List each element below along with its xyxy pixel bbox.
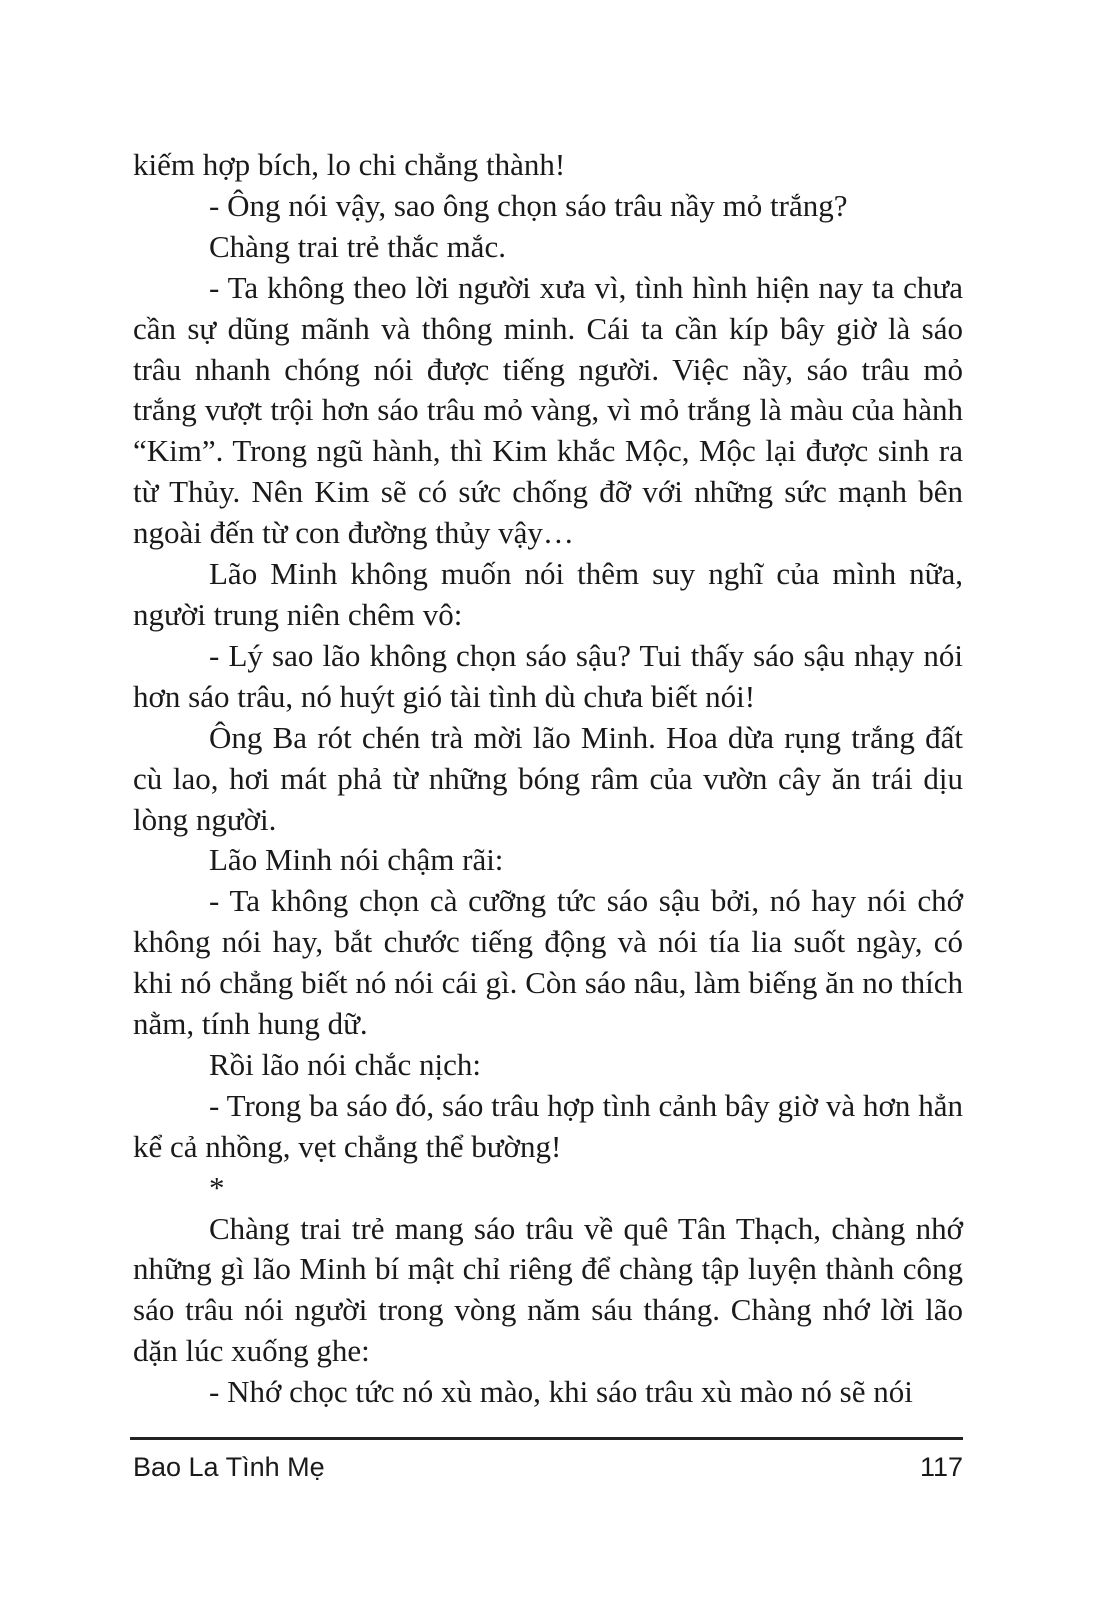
footer-rule xyxy=(130,1437,963,1440)
paragraph: kiếm hợp bích, lo chi chẳng thành! xyxy=(133,147,566,182)
page-footer xyxy=(133,1447,963,1487)
paragraph: Rồi lão nói chắc nịch: xyxy=(209,1046,482,1082)
paragraph: Chàng trai trẻ thắc mắc. xyxy=(209,228,506,264)
paragraph: - Ta không theo lời người xưa vì, tình hình hiện nay ta chưa cần sự dũng mãnh và thông minh. Cái ta cần kíp bây giờ là sáo trâu nhanh chóng nói được tiếng người. Việc nầy, sáo trâu mỏ trắng vượt trội hơn sáo trâu mỏ vàng, vì mỏ trắng là màu của hành “Kim”. Trong ngũ hành, thì Kim khắc Mộc, Mộc lại được sinh ra từ Thủy. Nên Kim sẽ có sức chống đỡ với những sức mạnh bên ngoài đến từ con đường thủy vậy… xyxy=(133,269,963,551)
paragraph: Lão Minh không muốn nói thêm suy nghĩ của mình nữa, người trung niên chêm vô: xyxy=(133,556,963,632)
paragraph: - Nhớ chọc tức nó xù mào, khi sáo trâu xù mào nó sẽ nói xyxy=(209,1374,913,1410)
footer-book-title: Bao La Tình Mẹ xyxy=(133,1452,325,1482)
page-number: 117 xyxy=(919,1452,963,1482)
paragraph: Ông Ba rót chén trà mời lão Minh. Hoa dừa rụng trắng đất cù lao, hơi mát phả từ những bóng râm của vườn cây ăn trái dịu lòng người. xyxy=(133,719,963,837)
page-body xyxy=(133,145,963,1413)
section-separator: * xyxy=(209,1169,225,1205)
paragraph: - Lý sao lão không chọn sáo sậu? Tui thấy sáo sậu nhạy nói hơn sáo trâu, nó huýt gió tài tình dù chưa biết nói! xyxy=(133,637,963,714)
paragraph: - Ta không chọn cà cưỡng tức sáo sậu bởi, nó hay nói chớ không nói hay, bắt chước tiếng động và nói tía lia suốt ngày, có khi nó chẳng biết nó nói cái gì. Còn sáo nâu, làm biếng ăn no thích nằm, tính hung dữ. xyxy=(133,883,963,1042)
paragraph: Lão Minh nói chậm rãi: xyxy=(209,842,504,878)
paragraph: Chàng trai trẻ mang sáo trâu về quê Tân Thạch, chàng nhớ những gì lão Minh bí mật chỉ riêng để chàng tập luyện thành công sáo trâu nói người trong vòng năm sáu tháng. Chàng nhớ lời lão dặn lúc xuống ghe: xyxy=(133,1210,963,1369)
paragraph: - Ông nói vậy, sao ông chọn sáo trâu nầy mỏ trắng? xyxy=(209,187,848,223)
paragraph: - Trong ba sáo đó, sáo trâu hợp tình cảnh bây giờ và hơn hẳn kể cả nhồng, vẹt chẳng thể bường! xyxy=(133,1087,963,1164)
